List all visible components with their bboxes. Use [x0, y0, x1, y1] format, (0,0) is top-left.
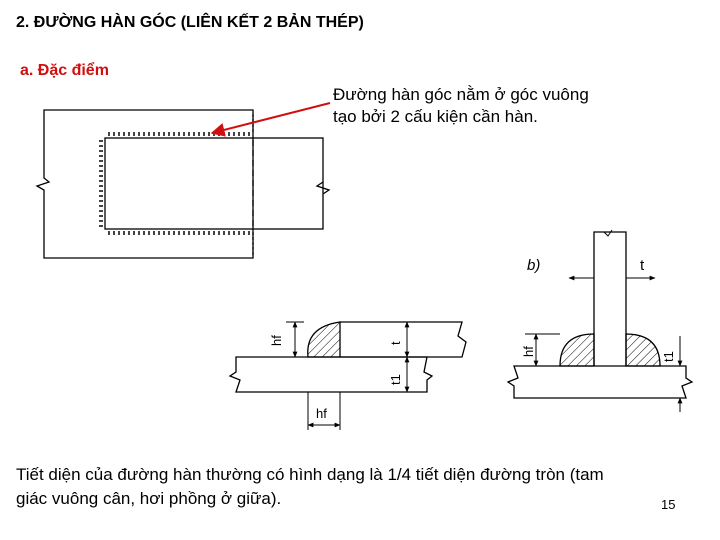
plan-view-drawing: [37, 110, 329, 258]
label-t1-left: t1: [388, 374, 403, 385]
label-t-left: t: [388, 341, 403, 345]
section-heading: a. Đặc điểm: [20, 62, 109, 79]
pointer-arrow: [212, 103, 330, 133]
description-line-2: tạo bởi 2 cấu kiện cần hàn.: [333, 107, 538, 126]
label-hf-left: hf: [269, 335, 284, 346]
description-text: [333, 84, 663, 128]
label-t-right: t: [640, 257, 645, 274]
caption-line-1: Tiết diện của đường hàn thường có hình dạng là 1/4 tiết diện đường tròn (tam: [16, 465, 604, 484]
slide-title: 2. ĐƯỜNG HÀN GÓC (LIÊN KẾT 2 BẢN THÉP): [16, 14, 364, 31]
figure-b-label: b): [527, 257, 541, 274]
caption-line-2: giác vuông cân, hơi phồng ở giữa).: [16, 489, 282, 508]
label-hf-bottom: hf: [316, 406, 327, 421]
description-line-1: Đường hàn góc nằm ở góc vuông: [333, 85, 589, 104]
label-t1-right: t1: [661, 351, 676, 362]
label-hf-right: hf: [521, 346, 536, 357]
lap-joint-section: [230, 322, 466, 430]
page-number: 15: [661, 497, 676, 512]
caption-text: [16, 463, 716, 511]
